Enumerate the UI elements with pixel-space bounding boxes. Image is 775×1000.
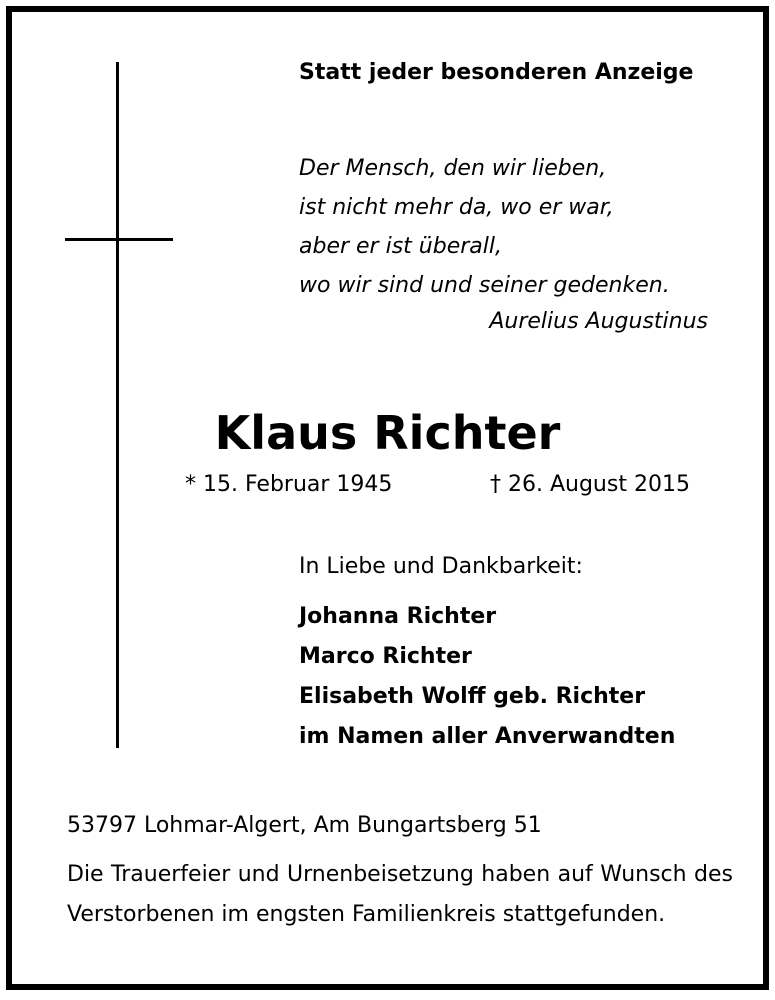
poem-line: wo wir sind und seiner gedenken. xyxy=(299,273,670,298)
birth-date: * 15. Februar 1945 xyxy=(185,472,393,497)
funeral-notice: Die Trauerfeier und Urnenbeisetzung haben auf Wunsch des Verstorbenen im engsten Familienkreis stattgefunden. xyxy=(67,862,733,927)
address: 53797 Lohmar-Algert, Am Bungartsberg 51 xyxy=(67,813,542,838)
obituary-frame xyxy=(6,6,769,990)
mourner-name: Johanna Richter xyxy=(299,604,497,629)
poem-author: Aurelius Augustinus xyxy=(489,309,708,334)
mourner-name: Elisabeth Wolff geb. Richter xyxy=(299,684,646,709)
thanks-intro: In Liebe und Dankbarkeit: xyxy=(299,554,583,579)
poem xyxy=(299,149,670,305)
poem-line: aber er ist überall, xyxy=(299,234,502,259)
death-date: † 26. August 2015 xyxy=(490,472,690,497)
mourner-name: Marco Richter xyxy=(299,644,472,669)
poem-line: Der Mensch, den wir lieben, xyxy=(299,156,607,181)
deceased-name: Klaus Richter xyxy=(214,406,561,460)
mourner-name: im Namen aller Anverwandten xyxy=(299,724,676,749)
cross-icon-horizontal-bar xyxy=(65,238,173,241)
notice-heading: Statt jeder besonderen Anzeige xyxy=(299,60,694,85)
poem-line: ist nicht mehr da, wo er war, xyxy=(299,195,614,220)
mourners-list xyxy=(299,597,675,757)
